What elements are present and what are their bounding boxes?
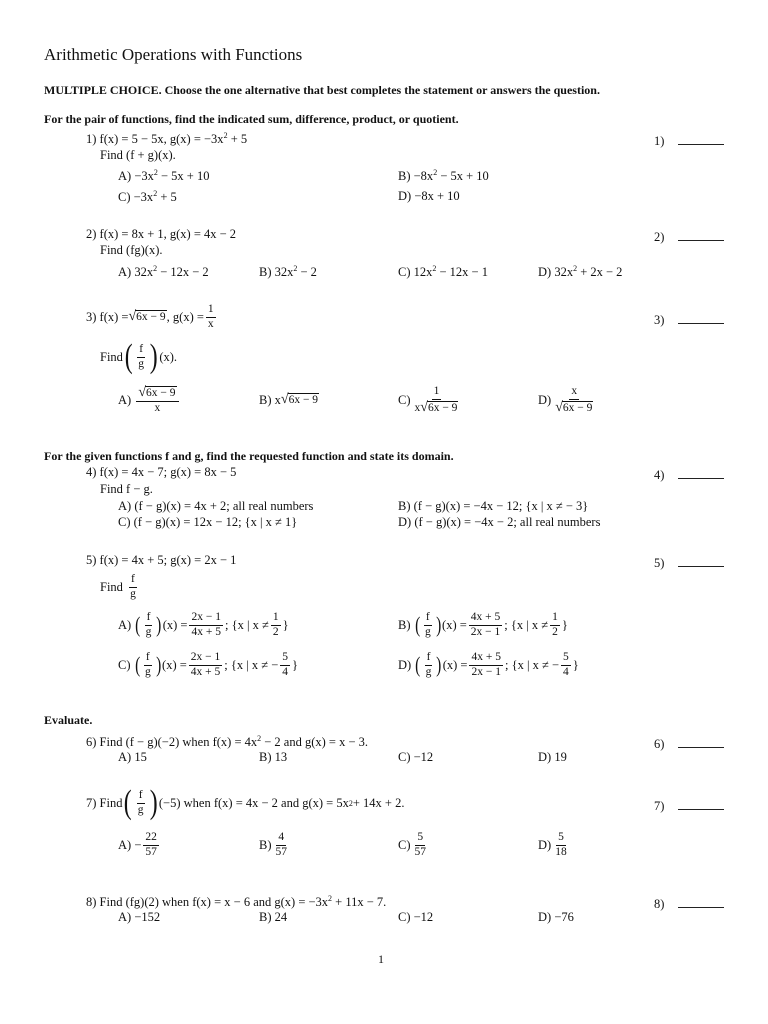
q6-choice-c[interactable]: C) −12 [398, 750, 434, 764]
q6-given: 6) Find (f − g)(−2) when $f(x) = 4x^2 - 2$ and g(x) = x − 3. [86, 734, 369, 749]
q4-answer-blank[interactable]: 4) [654, 466, 724, 483]
q8-answer-blank[interactable]: 8) [654, 895, 724, 912]
q2-given: 2) f(x) = 8x + 1, g(x) = 4x − 2 [86, 227, 237, 241]
q4-choice-c[interactable]: C) (f − g)(x) = 12x − 12; {x | x ≠ 1} [118, 515, 298, 529]
q8-choice-c[interactable]: C) −12 [398, 910, 434, 924]
q6-choice-b[interactable]: B) 13 [259, 750, 288, 764]
q3-sqrt: √ 6x − 9 [128, 308, 166, 324]
q7-choice-b[interactable]: B) $\frac{4}{57}$ [259, 831, 287, 858]
q4-choice-b[interactable]: B) (f − g)(x) = −4x − 12; {x | x ≠ − 3} [398, 499, 589, 513]
q4-given: 4) f(x) = 4x − 7; g(x) = 8x − 5 [86, 465, 237, 479]
q3-choice-b[interactable]: B) x √ 6x − 9 [259, 392, 319, 408]
q2-choice-a[interactable]: A) $32x^2 - 12x - 2$ [118, 264, 209, 279]
q2-choice-c[interactable]: C) $12x^2 - 12x - 1$ [398, 264, 488, 279]
page-title: Arithmetic Operations with Functions [44, 45, 303, 64]
q1-choice-c[interactable]: $C) -3x^2 + 5$ [118, 189, 177, 204]
q3-answer-blank[interactable]: 3) [654, 311, 724, 328]
q3-find: Find ( $\frac{f}{g}$ ) (x). [100, 338, 178, 375]
q4-choice-d[interactable]: D) (f − g)(x) = −4x − 2; all real numbers [398, 515, 601, 529]
q8-given: 8) Find (fg)(2) when f(x) = x − 6 and $g(x) = -3x^2 + 11x - 7$. [86, 894, 387, 909]
q2-answer-blank[interactable]: 2) [654, 228, 724, 245]
q7-given: 7) Find ( $\frac{f}{g}$ ) (−5) when f(x) = 4x − 2 and g(x) = 5x 2 + 14x + 2. [86, 784, 405, 821]
q1-answer-blank[interactable]: 1) [654, 132, 724, 149]
q6-answer-blank[interactable]: 6) [654, 735, 724, 752]
q7-choice-d[interactable]: D) $\frac{5}{18}$ [538, 831, 567, 858]
q6-choice-d[interactable]: D) 19 [538, 750, 567, 764]
q8-choice-b[interactable]: B) 24 [259, 910, 288, 924]
q5-find: Find $\frac{f}{g}$ [100, 573, 136, 600]
q1-given: 1) f(x) = 5 − 5x, $g(x) = -3x^2 + 5$ [86, 131, 248, 146]
q7-choice-a[interactable]: A) − $\frac{22}{57}$ [118, 831, 157, 858]
q2-choice-b[interactable]: B) $32x^2 - 2$ [259, 264, 317, 279]
q5-choice-d[interactable]: D) ( $\frac{f}{g}$ ) (x) = $\frac{4x + 5}{2x - 1}$ ; {x | x ≠ − $\frac{5}{4}$ } [398, 651, 579, 678]
q5-choice-c[interactable]: C) ( $\frac{f}{g}$ ) (x) = $\frac{2x - 1}{4x + 5}$ ; {x | x ≠ − $\frac{5}{4}$ } [118, 651, 299, 678]
q8-choice-d[interactable]: D) −76 [538, 910, 574, 924]
q2-choice-d[interactable]: D) $32x^2 + 2x - 2$ [538, 264, 623, 279]
instructions: MULTIPLE CHOICE. Choose the one alternative that best completes the statement or answers the question. [44, 83, 600, 97]
section-heading-1: For the pair of functions, find the indicated sum, difference, product, or quotient. [44, 112, 459, 126]
q7-choice-c[interactable]: C) $\frac{5}{57}$ [398, 831, 426, 858]
q5-choice-b[interactable]: B) ( $\frac{f}{g}$ ) (x) = $\frac{4x + 5}{2x - 1}$ ; {x | x ≠ $\frac{1}{2}$ } [398, 611, 568, 638]
q3-choice-d[interactable]: D) x √ 6x − 9 [538, 385, 593, 415]
q3-choice-c[interactable]: C) 1 x √ 6x − 9 [398, 385, 458, 415]
q1-choice-a[interactable]: $A) -3x^2 - 5x + 10$ [118, 168, 210, 183]
q5-choice-a[interactable]: A) ( $\frac{f}{g}$ ) (x) = $\frac{2x - 1}{4x + 5}$ ; {x | x ≠ $\frac{1}{2}$ } [118, 611, 289, 638]
q4-find: Find f − g. [100, 482, 153, 496]
q1-find: Find (f + g)(x). [100, 148, 176, 162]
q3-given: 3) f(x) = √ 6x − 9 , g(x) = $\frac{1}{x}$ [86, 303, 214, 330]
q1-choice-d[interactable]: D) −8x + 10 [398, 189, 460, 203]
q6-choice-a[interactable]: A) 15 [118, 750, 147, 764]
q2-find: Find (fg)(x). [100, 243, 163, 257]
section-heading-2: For the given functions f and g, find the requested function and state its domain. [44, 449, 454, 463]
q8-choice-a[interactable]: A) −152 [118, 910, 161, 924]
section-heading-3: Evaluate. [44, 713, 93, 727]
q7-answer-blank[interactable]: 7) [654, 797, 724, 814]
q1-choice-b[interactable]: $B) -8x^2 - 5x + 10$ [398, 168, 489, 183]
q5-given: 5) f(x) = 4x + 5; g(x) = 2x − 1 [86, 553, 237, 567]
q4-choice-a[interactable]: A) (f − g)(x) = 4x + 2; all real numbers [118, 499, 314, 513]
q5-answer-blank[interactable]: 5) [654, 554, 724, 571]
q3-choice-a[interactable]: A) √ 6x − 9 x [118, 386, 181, 415]
page-number: 1 [378, 952, 384, 966]
